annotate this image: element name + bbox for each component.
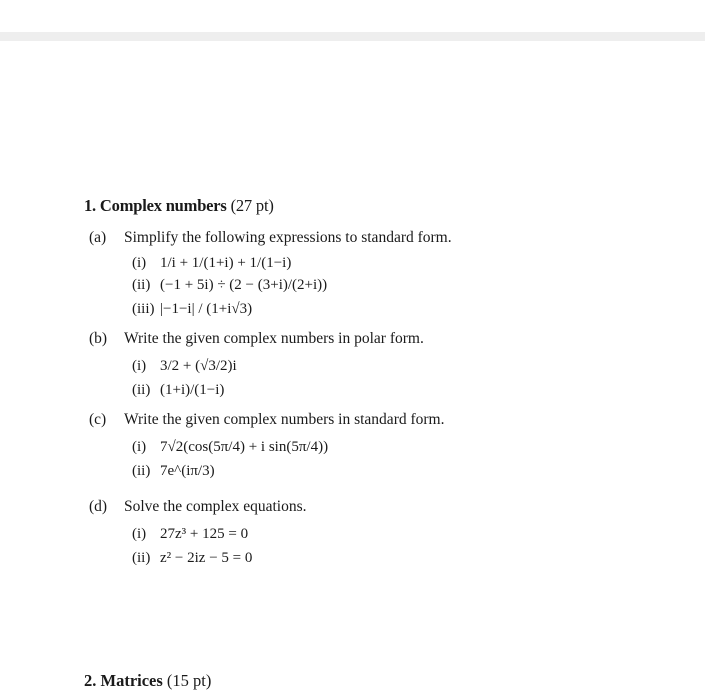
part-a-heading	[84, 227, 684, 249]
section-name: Complex numbers	[99, 196, 227, 215]
document-body	[84, 196, 684, 569]
list-item	[84, 434, 684, 460]
item-label: (i)	[132, 439, 147, 455]
list-item	[84, 379, 684, 401]
list-item	[84, 353, 684, 379]
item-label: (ii)	[132, 277, 151, 293]
list-item	[84, 252, 684, 274]
item-label: (ii)	[132, 382, 151, 398]
part-c-heading	[84, 409, 684, 431]
part-a-text: Simplify the following expressions to standard form.	[124, 229, 452, 246]
part-b-text: Write the given complex numbers in polar form.	[124, 330, 424, 347]
part-c-label: (c)	[89, 411, 107, 428]
item-label: (i)	[132, 358, 147, 374]
list-item	[84, 521, 684, 547]
item-label: (i)	[132, 255, 147, 271]
next-section-name: 2. Matrices	[84, 671, 163, 690]
section-title	[84, 196, 684, 216]
math-expression: 7√2(cos(5π/4) + i sin(5π/4))	[160, 439, 329, 455]
item-label: (iii)	[132, 301, 155, 317]
next-section-points: (15 pt)	[166, 671, 212, 690]
math-expression: |−1−i| / (1+i√3)	[160, 301, 253, 317]
part-a	[84, 227, 684, 322]
section-number: 1.	[84, 196, 96, 215]
item-label: (ii)	[132, 550, 151, 566]
math-expression: 7e^(iπ/3)	[160, 463, 215, 479]
math-expression: (−1 + 5i) ÷ (2 − (3+i)/(2+i))	[160, 277, 328, 293]
part-d-label: (d)	[89, 498, 108, 515]
list-item	[84, 460, 684, 482]
top-divider-bar	[0, 32, 705, 41]
item-label: (ii)	[132, 463, 151, 479]
part-d-text: Solve the complex equations.	[124, 498, 307, 515]
math-expression: z² − 2iz − 5 = 0	[160, 550, 253, 566]
list-item	[84, 547, 684, 569]
part-c-text: Write the given complex numbers in standard form.	[124, 411, 445, 428]
part-d	[84, 496, 684, 569]
part-b-heading	[84, 328, 684, 350]
part-a-label: (a)	[89, 229, 107, 246]
item-label: (i)	[132, 526, 147, 542]
math-expression: (1+i)/(1−i)	[160, 382, 225, 398]
math-expression: 1/i + 1/(1+i) + 1/(1−i)	[160, 255, 292, 271]
math-expression: 3/2 + (√3/2)i	[160, 358, 237, 374]
next-section-title	[84, 671, 211, 691]
list-item	[84, 274, 684, 296]
part-b-label: (b)	[89, 330, 108, 347]
section-points: (27 pt)	[230, 196, 274, 215]
list-item	[84, 296, 684, 322]
part-b	[84, 328, 684, 401]
math-expression: 27z³ + 125 = 0	[160, 526, 249, 542]
part-d-heading	[84, 496, 684, 518]
part-c	[84, 409, 684, 482]
